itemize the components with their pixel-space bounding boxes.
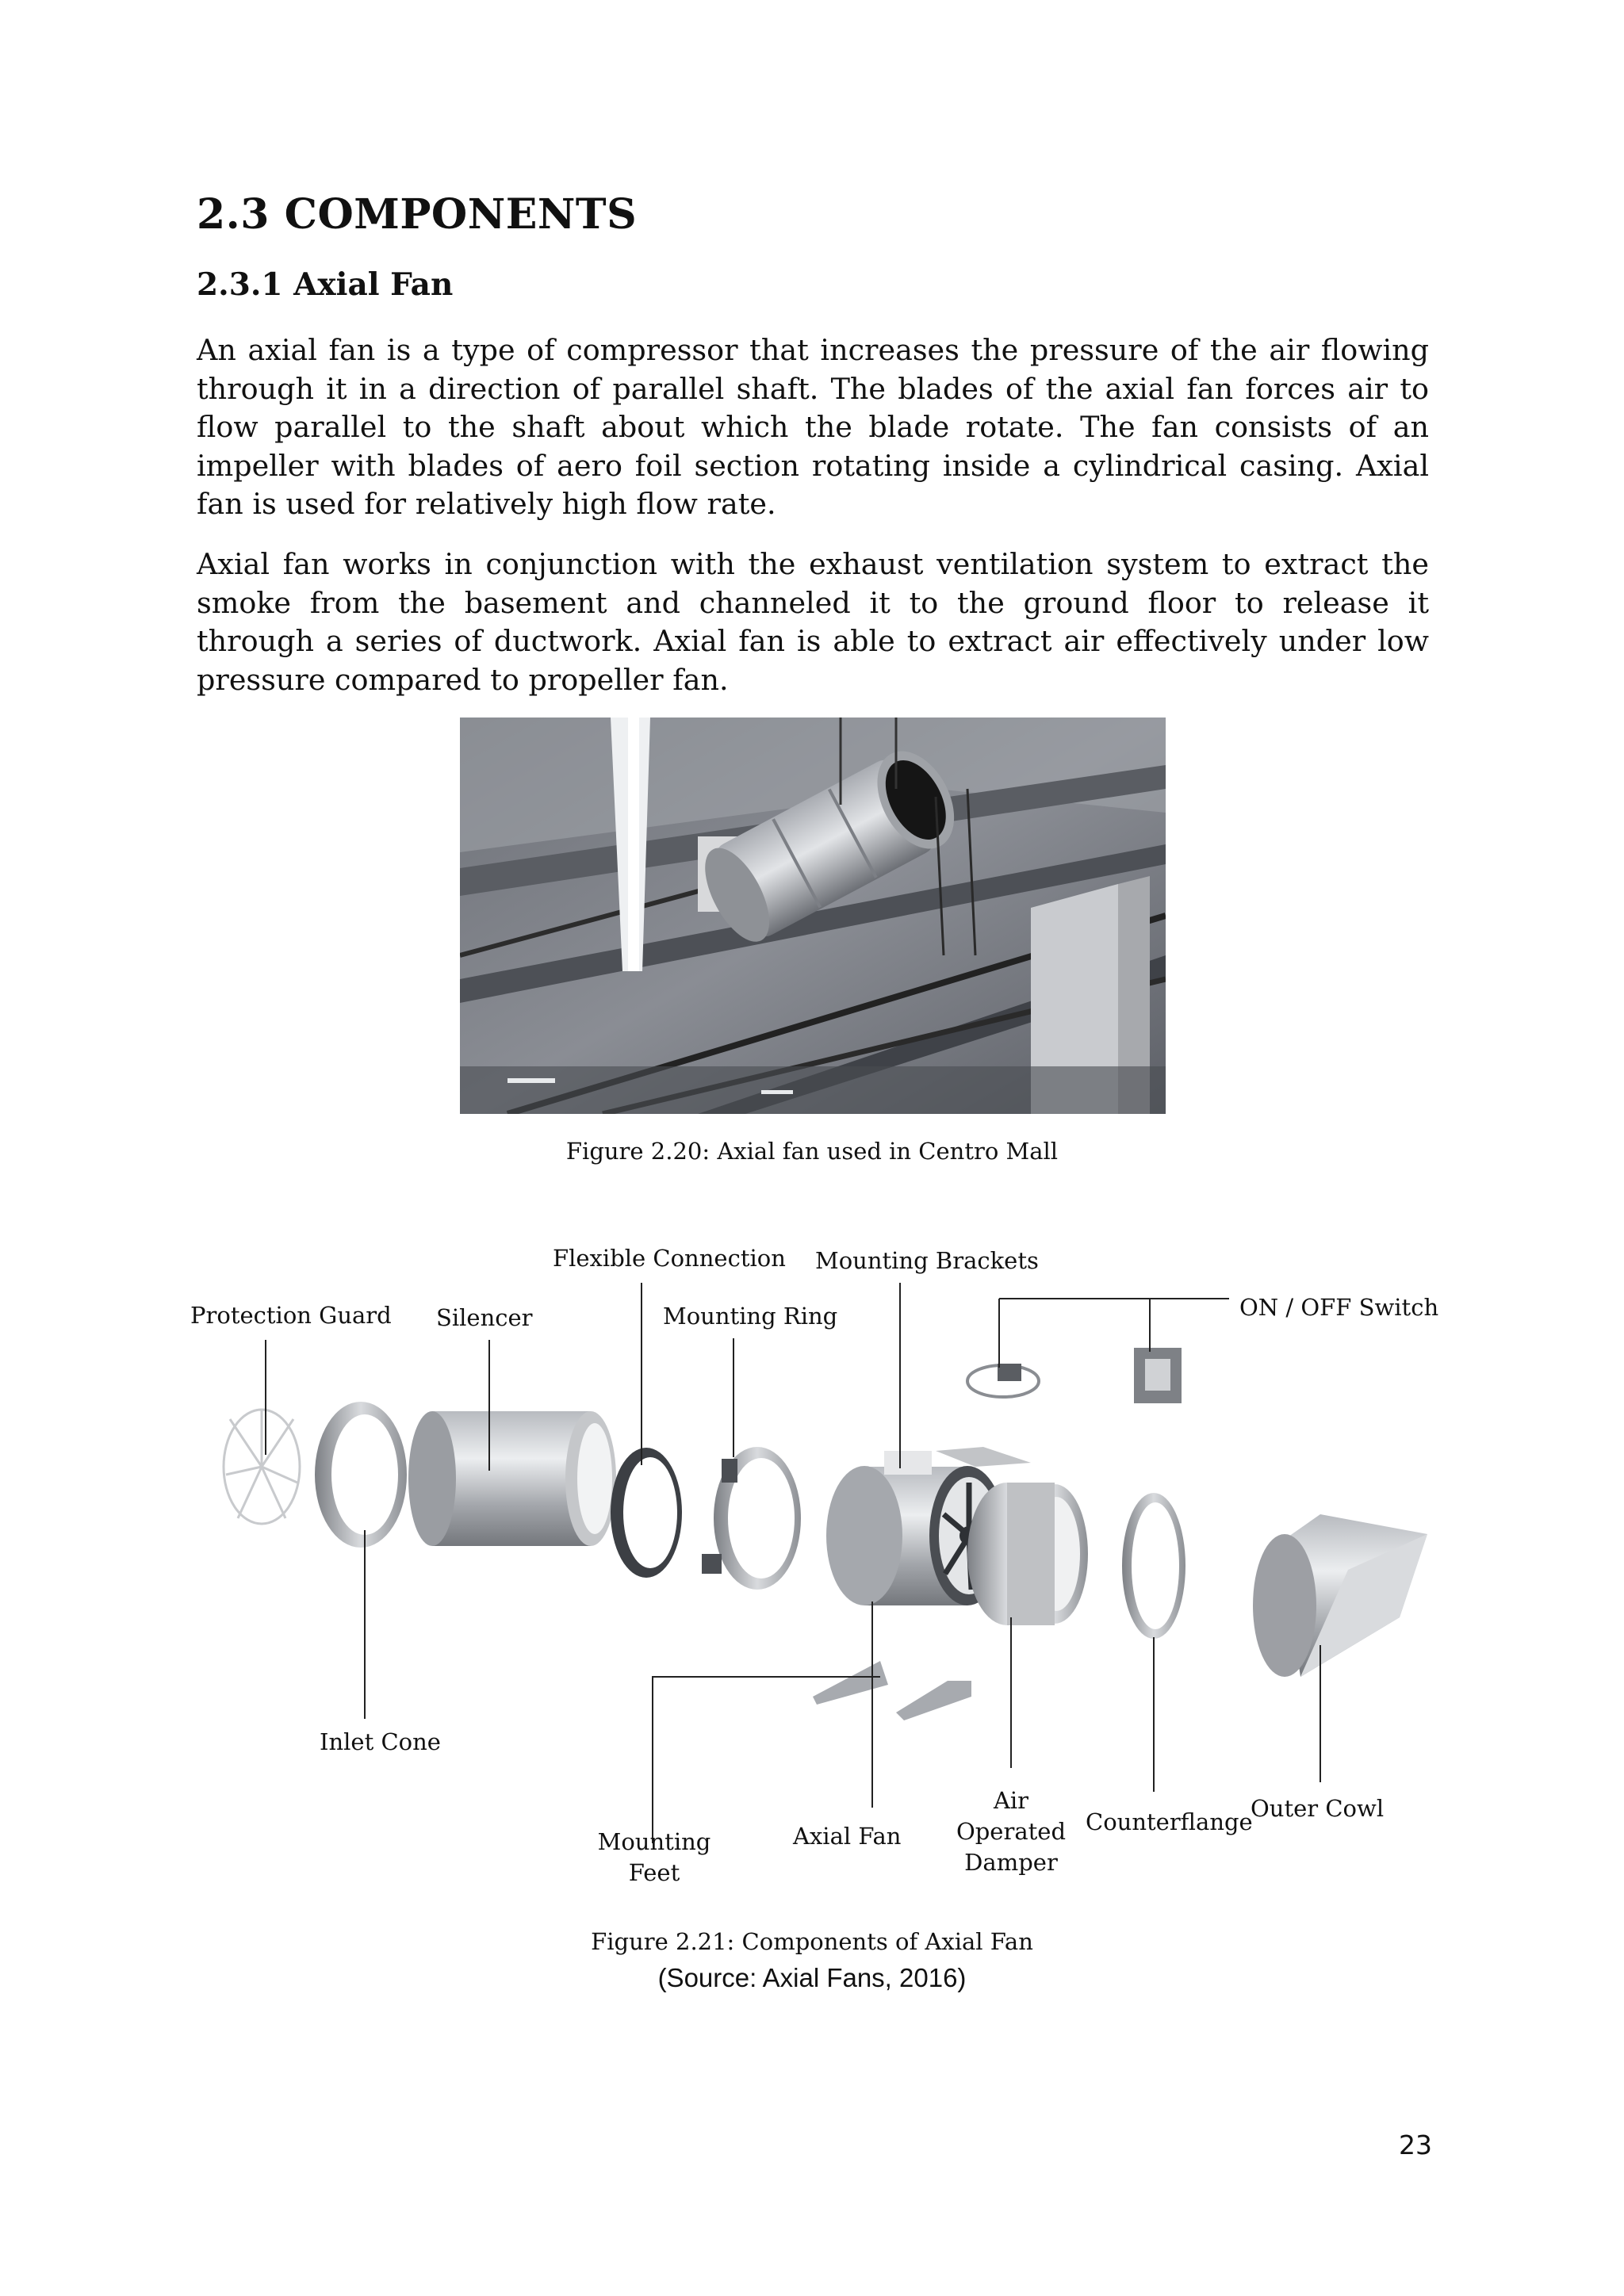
- page-number: 23: [1399, 2130, 1432, 2160]
- label-mounting-brackets: Mounting Brackets: [815, 1247, 1039, 1274]
- figure-2-20-caption: Figure 2.20: Axial fan used in Centro Mall: [565, 1138, 1059, 1165]
- label-mounting-ring: Mounting Ring: [663, 1303, 838, 1330]
- label-on-off-switch: ON / OFF Switch: [1239, 1294, 1439, 1321]
- mounting-ring-part: [702, 1447, 801, 1590]
- label-inlet-cone: Inlet Cone: [320, 1728, 441, 1755]
- label-counterflange: Counterflange: [1086, 1808, 1253, 1835]
- paragraph-1: An axial fan is a type of compressor that increases the pressure of the air flowing through it in a direction of parallel shaft. The blades of the axial fan forces air to flow parallel to the shaft about which the blade rotate. The fan consists of an impeller with blades of aero foil section rotating inside a cylindrical casing. Axial fan is used for relatively high flow rate.: [197, 333, 1429, 521]
- silencer-part: [408, 1411, 616, 1546]
- subsection-heading: 2.3.1 Axial Fan: [197, 266, 454, 303]
- paragraph-2: Axial fan works in conjunction with the exhaust ventilation system to extract the smoke from the basement and channeled it to the ground floor to release it through a series of ductwork. Axial fan is able to extract air effectively under low pressure compared to propeller fan.: [197, 547, 1429, 697]
- label-silencer: Silencer: [436, 1304, 533, 1331]
- label-flexible-connection: Flexible Connection: [553, 1245, 786, 1272]
- inlet-cone-part: [315, 1402, 407, 1548]
- protection-guard-part: [224, 1410, 300, 1524]
- label-mounting-feet: Mounting Feet: [597, 1828, 711, 1886]
- flexible-connection-part: [611, 1448, 682, 1578]
- outer-cowl-part: [1253, 1514, 1427, 1677]
- label-outer-cowl: Outer Cowl: [1251, 1795, 1385, 1822]
- label-axial-fan: Axial Fan: [793, 1823, 902, 1850]
- label-protection-guard: Protection Guard: [190, 1302, 392, 1329]
- section-heading: 2.3 COMPONENTS: [197, 190, 638, 239]
- figure-2-21-source: (Source: Axial Fans, 2016): [657, 1963, 967, 1992]
- air-operated-damper-part: [967, 1483, 1088, 1625]
- figure-2-21-caption: Figure 2.21: Components of Axial Fan: [591, 1928, 1033, 1955]
- label-air-operated-damper: Air Operated Damper: [956, 1787, 1067, 1876]
- mounting-feet-part: [813, 1661, 971, 1720]
- counterflange-part: [1122, 1493, 1185, 1639]
